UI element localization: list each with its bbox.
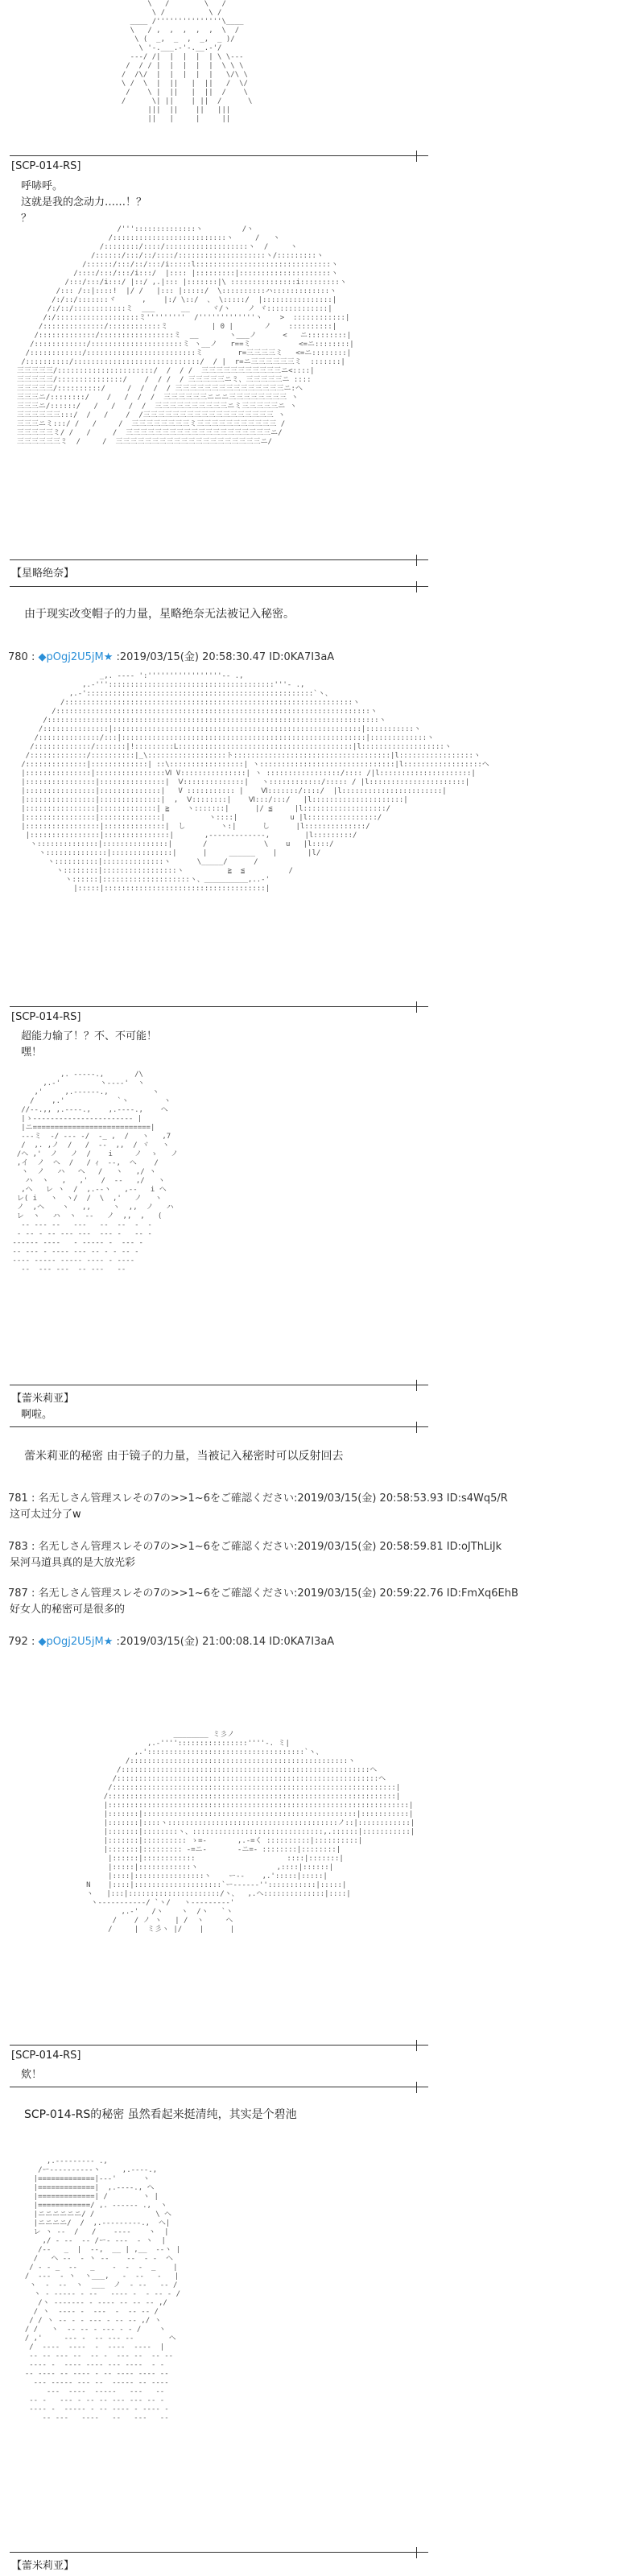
poster-handle[interactable]: ◆pOgj2U5jM <box>38 1636 104 1648</box>
post-number: 781 : <box>8 1492 35 1505</box>
divider <box>10 1426 428 1427</box>
post-meta: :2019/03/15(金) 21:00:08.14 ID:0KA7I3aA <box>113 1636 335 1648</box>
speaker-label: [SCP-014-RS] <box>11 1011 81 1023</box>
poster-handle[interactable]: ◆pOgj2U5jM <box>38 651 104 663</box>
dialogue-line: 啊啦。 <box>21 1409 53 1421</box>
divider <box>10 2552 428 2553</box>
ascii-art-top: \ / \ / \ / \ / ____ /'''''''''''''''\____ \ / , , , , , \ / \ ( _, _ , _, _ )/ \ '-.___.-'-.__.-'/ ---/ /| | | | | \ \--- / / / | | | | | \ \ \ / /\/ | | | | | \/\ \ \ / \ | || | || / \/ / \ | || | || / \ / \| || | || / \ ||| || || ||| || | | || <box>121 0 253 123</box>
post-header <box>8 1538 502 1553</box>
ascii-art-seiryaku: /'''::::::::::::::ヽ /ヽ /::::::::::::::::::::::::::ヽ / ヽ /::::::::/::::/:::::::::::::::::::ヽ / ヽ /::::::/:::/::/::::/::::::::::::::::::::ヽ/:::::::::ヽ /::::::/:::/::/:::/i:::::l:::::::::::::::::::::::::::::::ヽ /::::/:::/:::/i:::/ |:::: |:::::::::|:::::::::::::::::::::ヽ /:::/:::/i:::/ |::/ ,.|::: |:::::::|\ :::::::::::::::i:::::::::ヽ /::: /::|::::! |/ / |::: |:::::/ \::::::::::ハ:::::::::::::ヽ /:/::/:::::::ヾ , |:/ \::/ 、 \:::::/ |::::::::::::::::| /:/::/::::::::::::ミ ___ __ ヾ/ヽ ノ ヾ::::::::::::::| /:/:::::::::::::::::::ミ''''''''' /'''''''''''''ヽ > ::::::::::::| /::::::::::::::/::::::::::::ミ | 0 | ノ ::::::::::| /:::::::::::::/:::::::::::::::::ミ __ ヽ___ノ < ニ:::::::::| /::::::::::::/:::::::::::::::::::::ミ ヽ__ノ r==ミ <=ニ::::::::| /::::::::::::/:::::::::::::::::::::::::ミ r=三三三三ミ <=ニ::::::::| /::::::::::/:::::::::::::::::::::::::::::/ / | r=ニ三三三三三三ミ :::::::| 三三三三三/::::::::::::::::::::::/ / / / 三三三三三三三三三三三ニ<::::| 三三三三三/:::::::::::::::/ / / / / 三三三三三ニミ、三三三三三ニ :::: 三三三三三/::::::::::/ / / / / 三三三三三三三三三三三三三三三ニ:ヘ 三三三ニ/::::::::/ / / / / 三三三三三三ニニニ三三三三三三三三 ヽ 三三三ニ/::::::/ / / / / 三三三三三三三三三三ニミ三三三三三ニ ヽ 三三三三三三:::/ / / / /三三三三三三三三三三三三三三三三三三 ヽ 三三三ニミ:::/ / / / 三三三三三三三三ミ三三三三三三三三三三三 / 三三三三三ミ/ / / / 三三三三三三三三三三三三三三三三三三三三ニ/ 三三三三三三ミ / / 三三三三三三三三三三三三三三三三三三三三ニ/ <box>16 225 354 446</box>
post-header <box>8 1584 518 1600</box>
ascii-art-scp-smile: _,. -‐-‐ ':'''''''''''''''''‐- ., ,.-'''::::::::::::::::::::::::::::::::::::::'''- ., ,.-'::::::::::::::::::::::::::::::::::::::::::::::::::::`ヽ、 /::::::::::::::::::::::::::::::::::::::::::::::::::::::::::::::::::ヽ /::::::::::::::::::::::::::::::::::::::::::::::::::::::::::::::::::::::::ヽ /::::::::::::::::::::::::::::::::::::::::::::::::::::::::::::::::::::::::::::ヽ /:::::::::::::::|:::::::::::::::::::::::::::::::::::::::::::::::::::::::::|:::::::::::ヽ /::::::::::::::/:::|::::::::::::::::::::::::::::::::::::::::::::::::::::::::|:::::::::::::ヽ /:::::::::::::/:::::::|!:::::::::L::::::::::::::::::::::::::::::::::::::::|l:::::::::::::::::::ヽ /:::::::::::::/::::::::::|_\::::::::::::::::::ト::::::::::::::::::::::::::::::::::::|l:::::::::::::::::ヽ /::::::::::::::|:::::::::::::| ::\:::::::::::::::::| ヽ:::::::::::::::::::::::::::::::|l::::::::::::::::::ヘ |:::::::::::::::|::::::::::::::::Ⅵ V:::::::::::::::| ヽ :::::::::::::::::/:::: /|l:::::::::::::::::::::| |::::::::::::::::|:::::::::::::::| Ⅴ::::::::::::::| ヽ::::::::::::/::::: / |l::::::::::::::::::::::| |::::::::::::::::|::::::::::::::| V ::::::::::: | Ⅵ:::::::/::::/ |l:::::::::::::::::::::::| |::::::::::::::::|::::::::::::::| , Ⅴ::::::::| Ⅵ:::/:::/ |l:::::::::::::::::::::| |::::::::::::::::|:::::::::::::| ≧ ヽ:::::::| |/ ≦ |l:::::::::::::::::::/ |::::::::::::::::|::::::::::::::| ヽ::::| u |l::::::::::::::::/ |:::::::::::::::::|::::::::::::::| し ヽ:| し |l::::::::::::::/ |::::::::::::::::|:::::::::::::::| ,--‐‐‐---‐‐‐--, |l:::::::::/ ヽ::::::::::::::|:::::::::::::::| / \ u |l::::/ ヽ::::::::::::::|::::::::::::::| | ______ | |l/ ヽ::::::::::|::::::::::::::ヽ \_____/ / ヽ::::::::|:::::::::::::::::ヽ ≧ ≦ / ヽ::::::|::::::::::::::::::::ヽ、__________,..-' |:::::|:::::::::::::::::::::::::::::::::::::| <box>21 672 489 893</box>
post-number: 792 : <box>8 1636 35 1648</box>
post-number: 780 : <box>8 651 35 663</box>
divider <box>10 155 428 156</box>
divider <box>10 2045 428 2046</box>
speaker-label: 【星略绝奈】 <box>11 568 75 580</box>
post-meta: 名无しさん管理スレその7の>>1~6をご確認ください:2019/03/15(金) 20:58:53.93 ID:s4Wq5/R <box>38 1492 508 1505</box>
ascii-art-remilia-bottom: ,.-‐‐‐-‐‐‐- ., /ー‐‐‐‐‐‐‐‐‐‐ヽ ,.-‐‐-., |=============|‐‐‐' ヽ |=============| ,.-‐‐-., ヘ |=============| / ヽ | |============/ ,. -‐‐‐‐- ., ヽ |ニニニニニニ/ / \ ヘ |ニニニニ/ / ,.-‐‐‐‐‐‐‐-., ヘ| レ ヽ ‐‐ / / ‐‐‐‐ ヽ | ,/ ‐ ‐‐ ‐‐ /ー‐ ‐‐‐ ‐ ヽ | /‐‐ _ | ‐‐, __ | ,__ ‐‐ヽ | / ヘ ‐‐ ‐ ヽ ‐‐ ‐‐ ‐ ‐ ヘ / ‐ ‐ _ ‐‐ _ ‐ ‐ ‐ _ | / ‐‐‐ ‐ ヽ ヽ___, ‐ ‐‐ ‐ | ヽ ‐ ‐‐ ヽ ___ ノ ‐ ‐‐ ‐‐ / ヽ ‐ ‐‐‐‐‐ ‐ ‐‐ ‐‐‐‐ ‐ ‐ ‐‐ ‐ / /ヽ ‐‐‐‐‐‐‐ ‐ ‐‐‐‐ ‐‐ ‐‐ ‐‐ ,/ / ヽ ‐‐‐‐ ‐ ‐‐‐ ‐ ‐‐ ‐‐ / / / ヽ ‐‐ ‐ ‐ ‐‐‐ ‐ ‐‐ ‐‐ ,/ ヽ / / ヽ ‐‐ ‐‐ ‐ ‐‐‐ ‐ ‐ / ヽ / ,' ‐‐‐ ‐ ‐‐ ‐‐‐ ‐‐ ヘ / ‐‐‐‐ ‐‐‐‐ ‐ ‐‐‐‐ ‐‐‐‐ | ‐‐ ‐‐ ‐‐‐ ‐‐ ‐‐ ‐ ‐‐‐ ‐‐ ‐‐ ‐‐ ‐‐‐‐ ‐ ‐‐‐‐ ‐‐‐‐ ‐‐‐ ‐‐‐‐ ‐ ‐ ‐‐ ‐‐‐‐ ‐‐ ‐‐‐‐ ‐ ‐‐ ‐‐‐‐ ‐‐‐‐ ‐‐ ‐‐‐ ‐‐‐‐‐ ‐‐‐ ‐‐ ‐‐‐‐‐ ‐‐ ‐‐‐‐ ‐‐‐ ‐‐‐‐ ‐‐‐‐‐ ‐‐‐ ‐‐ ‐‐ ‐ ‐‐‐ ‐ ‐‐ ‐‐ ‐‐‐ ‐‐‐ ‐‐ ‐ ‐‐‐‐ ‐ ‐‐‐‐‐ ‐ ‐‐ ‐‐‐‐ ‐ ‐‐‐‐ ‐ ‐‐ ‐‐‐ ‐‐‐‐ ‐‐ ‐‐‐ ‐‐ <box>24 2157 181 2422</box>
narration-caption: SCP-014-RS的秘密 虽然看起来挺清纯，其实是个碧池 <box>24 2108 297 2121</box>
comment-text: 呆河马道具真的是大放光彩 <box>10 1557 136 1569</box>
speaker-label: [SCP-014-RS] <box>11 160 81 172</box>
comment-text: 好女人的秘密可是很多的 <box>10 1604 126 1616</box>
divider <box>10 586 428 587</box>
speaker-label: 【蕾米莉亚】 <box>11 1393 75 1405</box>
post-header <box>8 648 334 663</box>
star-icon: ★ <box>103 651 114 663</box>
star-icon: ★ <box>103 1636 114 1648</box>
dialogue-line: 超能力输了！？不、不可能！ <box>21 1030 158 1042</box>
speaker-label: 【蕾米莉亚】 <box>11 2560 75 2572</box>
dialogue-line: 呼哧呼。 <box>21 180 64 192</box>
dialogue-line: 这就是我的念动力……！？ <box>21 196 147 208</box>
ascii-art-remilia-small: ,. -‐‐‐-., /\ ,.-' ヽ‐‐‐-' ヽ ,' ,.-‐‐‐‐-., ヽ / ,.' `ヽ ヽ //‐-.,, ,.-‐‐-., ,.-‐‐-., ヘ |ゝ‐‐‐‐‐‐‐‐‐‐‐‐‐‐‐‐‐‐‐‐‐‐‐ | |ニ===========================| ‐‐‐ミ ‐/ ‐‐‐ ‐/ ‐_ , / ヽ ,7 / ,. ,ノ / / ‐‐ ,, / ヾ ヽ /ヘ ,' ノ ノ / i ノ ゝ ノ ,イ ノ ヘ / / ｨ ‐‐, ヘ / ヽ ノ ハ ヘ / ヽ ,/ ヽ ハ ヽ , ,' / ‐‐ ,/ ヽ ,ヘ レ ヽ / ,.-‐ヽ ,-‐ i ヘ レ( i ヽ ヽ/ / \ ,' ノ ヽ ノ ,ヘ ヽ ,, ヽ ,, ノ ハ レ ヽ ハ ヽ ‐‐ ノ ,, , ( ‐‐ ‐‐‐ ‐‐ ‐‐‐ ‐‐ ‐‐ ‐ ‐ ‐ ‐‐ ‐ ‐‐ ‐‐‐ ‐‐‐ ‐‐‐ ‐ ‐‐ ‐ ‐‐‐‐‐‐ ‐‐‐‐ ‐ ‐‐‐‐‐ ‐ ‐‐‐ ‐ ‐‐ ‐‐‐ ‐ ‐‐‐‐ ‐‐‐ ‐‐ ‐ ‐ ‐‐ ‐ ‐‐‐‐ ‐‐‐‐‐ ‐‐‐‐‐ ‐‐‐‐ ‐ ‐‐‐‐ ‐‐ ‐‐‐ ‐‐‐ ‐‐ ‐‐‐ ‐‐ <box>12 1071 179 1274</box>
narration-caption: 由于现实改变帽子的力量，星略绝奈无法被记入秘密。 <box>24 608 295 621</box>
post-header <box>8 1489 508 1505</box>
ascii-art-scp-closed-eyes: ________ ミ彡ノ ,.-''''::::::::::::::::''''-. ミ| ,.'::::::::::::::::::::::::::::::::::::`ヽ、 /::::::::::::::::::::::::::::::::::::::::::::::::::ヽ /:::::::::::::::::::::::::::::::::::::::::::::::::::::::::ヘ /::::::::::::::::::::::::::::::::::::::::::::::::::::::::::::ヘ /:::::::::::::::::::::::::::::::::::::::::::::::::::::::::::::::::| /::::::::::::::::::::::::::::::::::::::::::::::::::::::::::::::::::| |:::::::::::::::::::::::::::::::::::::::::::::::::::::::::::::::::::::| |:::::::|:::::::::::::::::::::::::::::::::::::::::::::::::|:::::::::::| |:::::::|::::ヽ:::::::::::::::::::::::::::::::::::::::ノ::|::::::::::::| |:::::::|::::::::ヽ、::::::::::::::::::::::::::::::,.::::::|:::::::::::| |:::::::|:::::::::: ゝ=- ,.-=く ::::::::::|::::::::::| |:::::::|::::::::: ‐=ニ‐ ‐ニ=‐ ::::::::|::::::::| |::::::|:::::::::::: ::::|:::::::| |:::::|::::::::::::ヽ ,::::|::::::| |::::|::::::::::::::::ヽ ー‐‐ ,.':::::|:::::| N |::::|::::::::::::::::::::`ー‐‐---‐'':::::::::::|:::::| ヽ |:::|:::::::::::::::::::::/ヽ、 ,.ヘ::::::::::::::|::::| ヽ‐‐---‐‐‐‐‐‐/ `ヽ/ ヽ‐‐‐‐---‐‐' ,.-' /ヽ ヽ /ヽ `ヽ / / ノ ヽ | / ヽ ヘ / | ミ彡ヽ |/ | | <box>86 1731 415 1934</box>
post-number: 787 : <box>8 1587 35 1600</box>
dialogue-line: 欸！ <box>21 2069 43 2081</box>
speaker-label: [SCP-014-RS] <box>11 2050 81 2062</box>
divider <box>10 559 428 560</box>
post-number: 783 : <box>8 1541 35 1553</box>
post-meta: 名无しさん管理スレその7の>>1~6をご確認ください:2019/03/15(金) 20:58:59.81 ID:oJThLiJk <box>38 1541 502 1553</box>
post-meta: :2019/03/15(金) 20:58:30.47 ID:0KA7I3aA <box>113 651 335 663</box>
narration-caption: 蕾米莉亚的秘密 由于镜子的力量，当被记入秘密时可以反射回去 <box>24 1450 344 1463</box>
post-header <box>8 1633 334 1648</box>
post-meta: 名无しさん管理スレその7の>>1~6をご確認ください:2019/03/15(金) 20:59:22.76 ID:FmXq6EhB <box>38 1587 518 1600</box>
dialogue-line: ？ <box>21 213 32 225</box>
comment-text: 这可太过分了w <box>10 1509 81 1521</box>
dialogue-line: 嘿！ <box>21 1046 43 1059</box>
divider <box>10 1006 428 1007</box>
